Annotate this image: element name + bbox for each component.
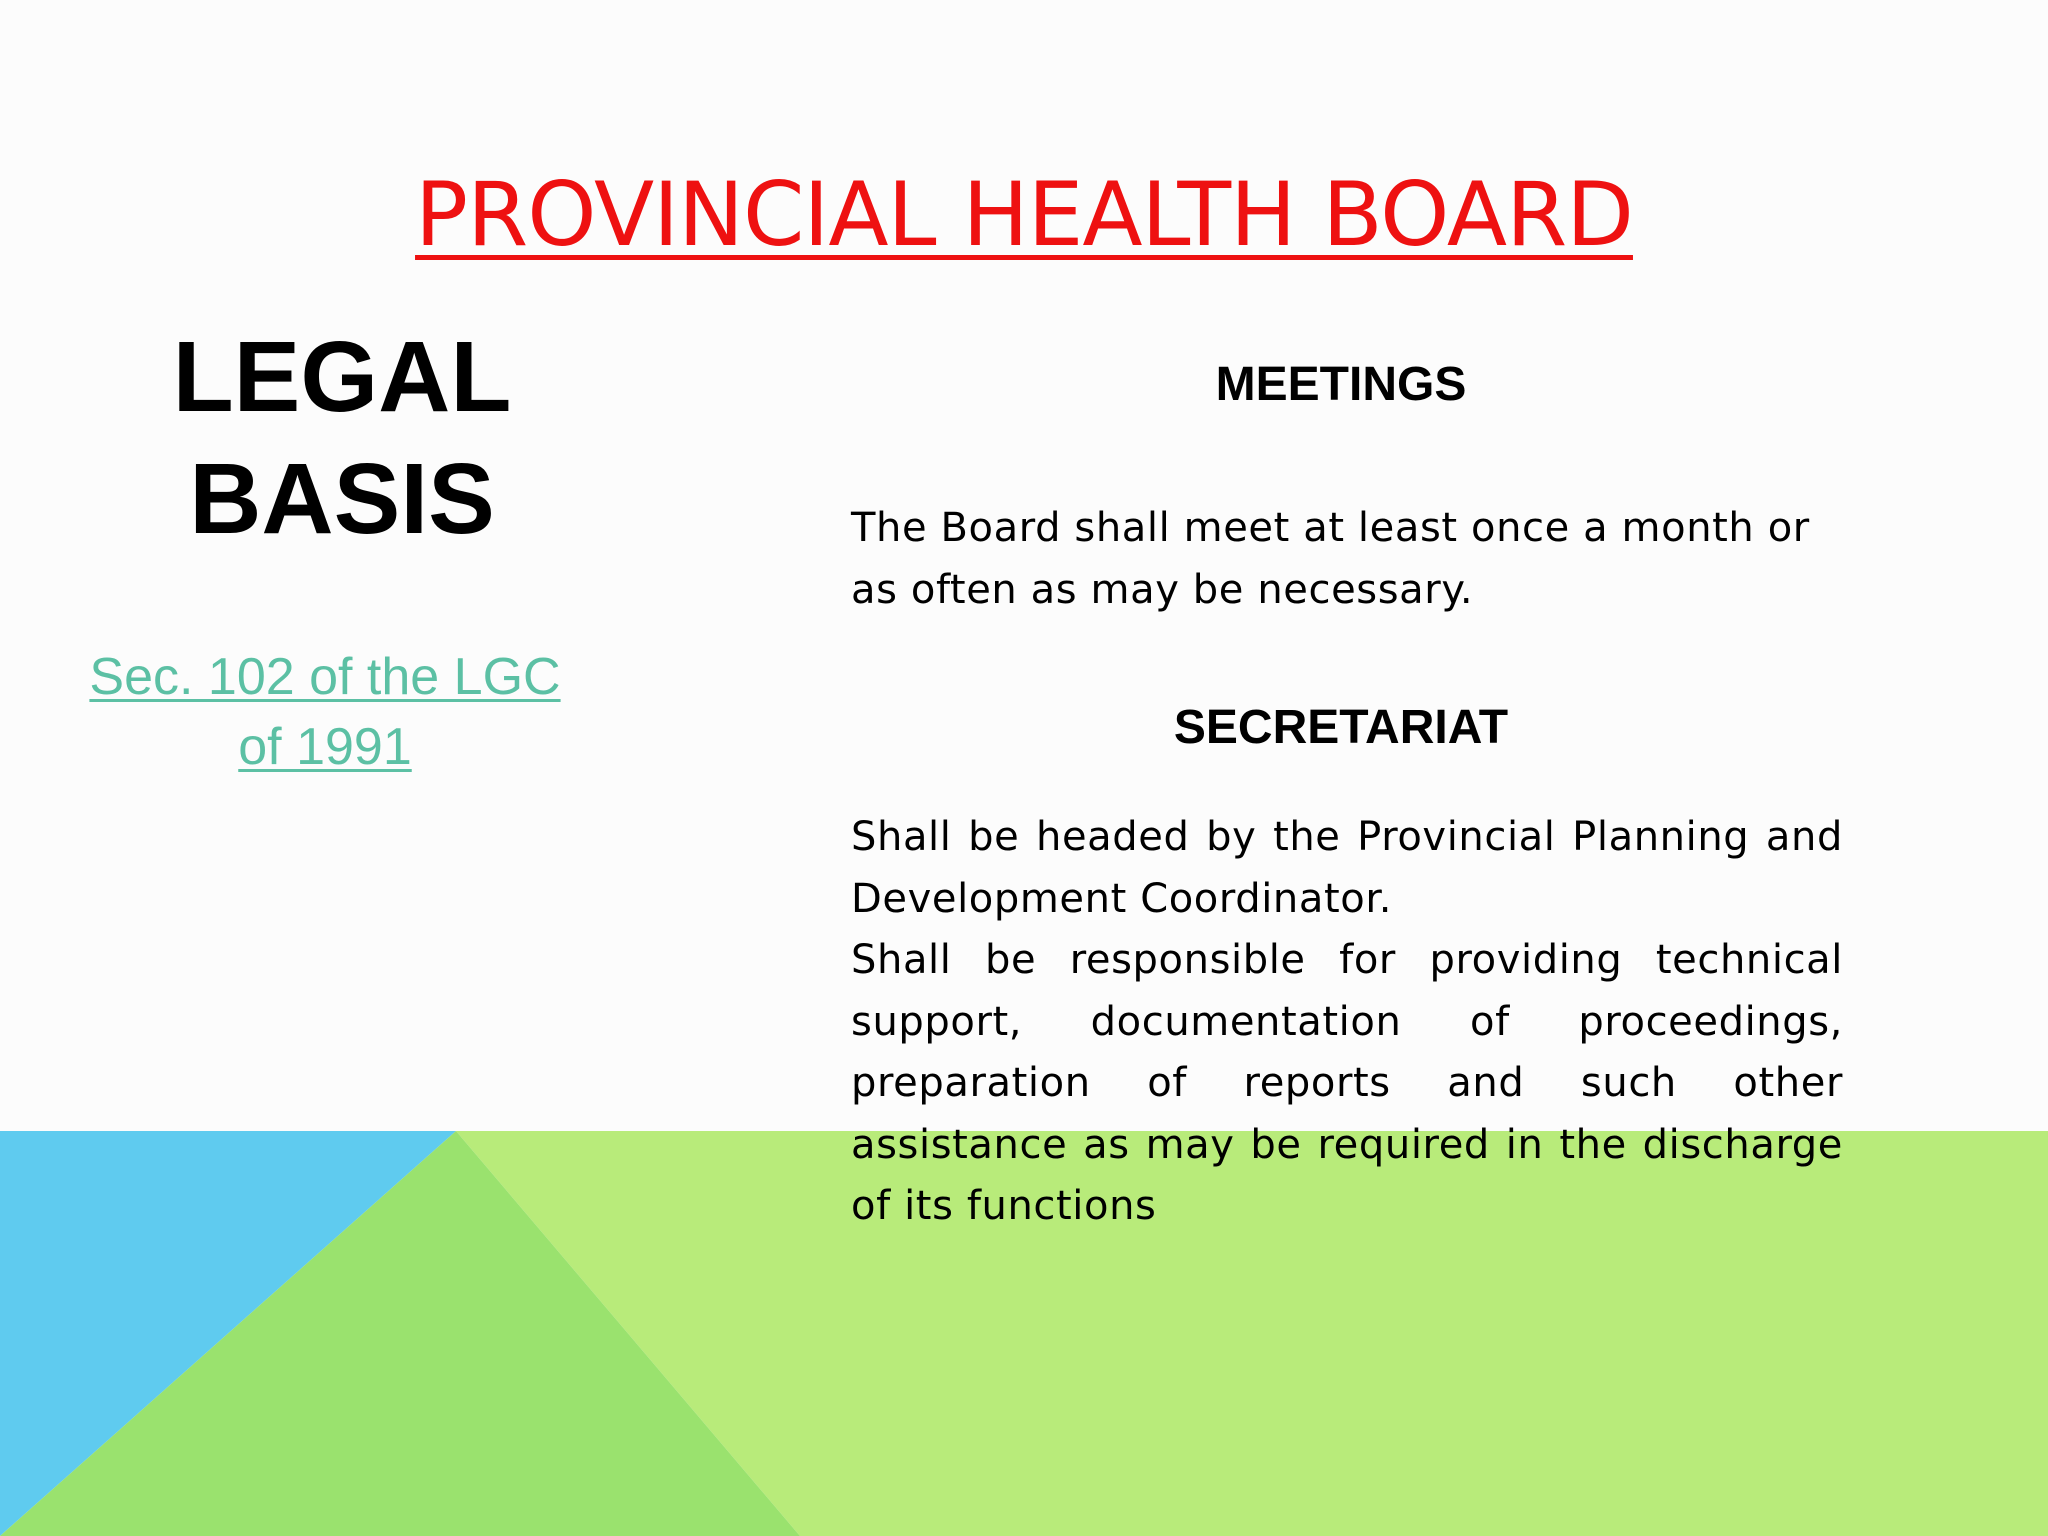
secretariat-paragraph-2: Shall be responsible for providing technical support, documentation of proceedings, preparation of reports and such other assistance as may be required in the discharge of its functions — [851, 937, 1843, 1229]
legal-basis-heading-line1: LEGAL — [172, 321, 512, 433]
legal-basis-link-line2[interactable]: of 1991 — [238, 718, 412, 776]
slide-title-text: PROVINCIAL HEALTH BOARD — [415, 163, 1633, 266]
secretariat-heading: SECRETARIAT — [1173, 701, 1509, 754]
slide-title — [0, 163, 2048, 267]
meetings-text: The Board shall meet at least once a month or as often as may be necessary. — [851, 505, 1810, 613]
legal-basis-link[interactable] — [40, 642, 610, 782]
meetings-body — [851, 498, 1843, 621]
legal-basis-heading-line2: BASIS — [189, 443, 495, 555]
secretariat-body — [851, 807, 1843, 1238]
secretariat-paragraph-1: Shall be headed by the Provincial Planning and Development Coordinator. — [851, 814, 1843, 922]
legal-basis-heading — [72, 316, 612, 560]
legal-basis-link-line1[interactable]: Sec. 102 of the LGC — [89, 648, 561, 706]
meetings-heading: MEETINGS — [1215, 358, 1467, 411]
